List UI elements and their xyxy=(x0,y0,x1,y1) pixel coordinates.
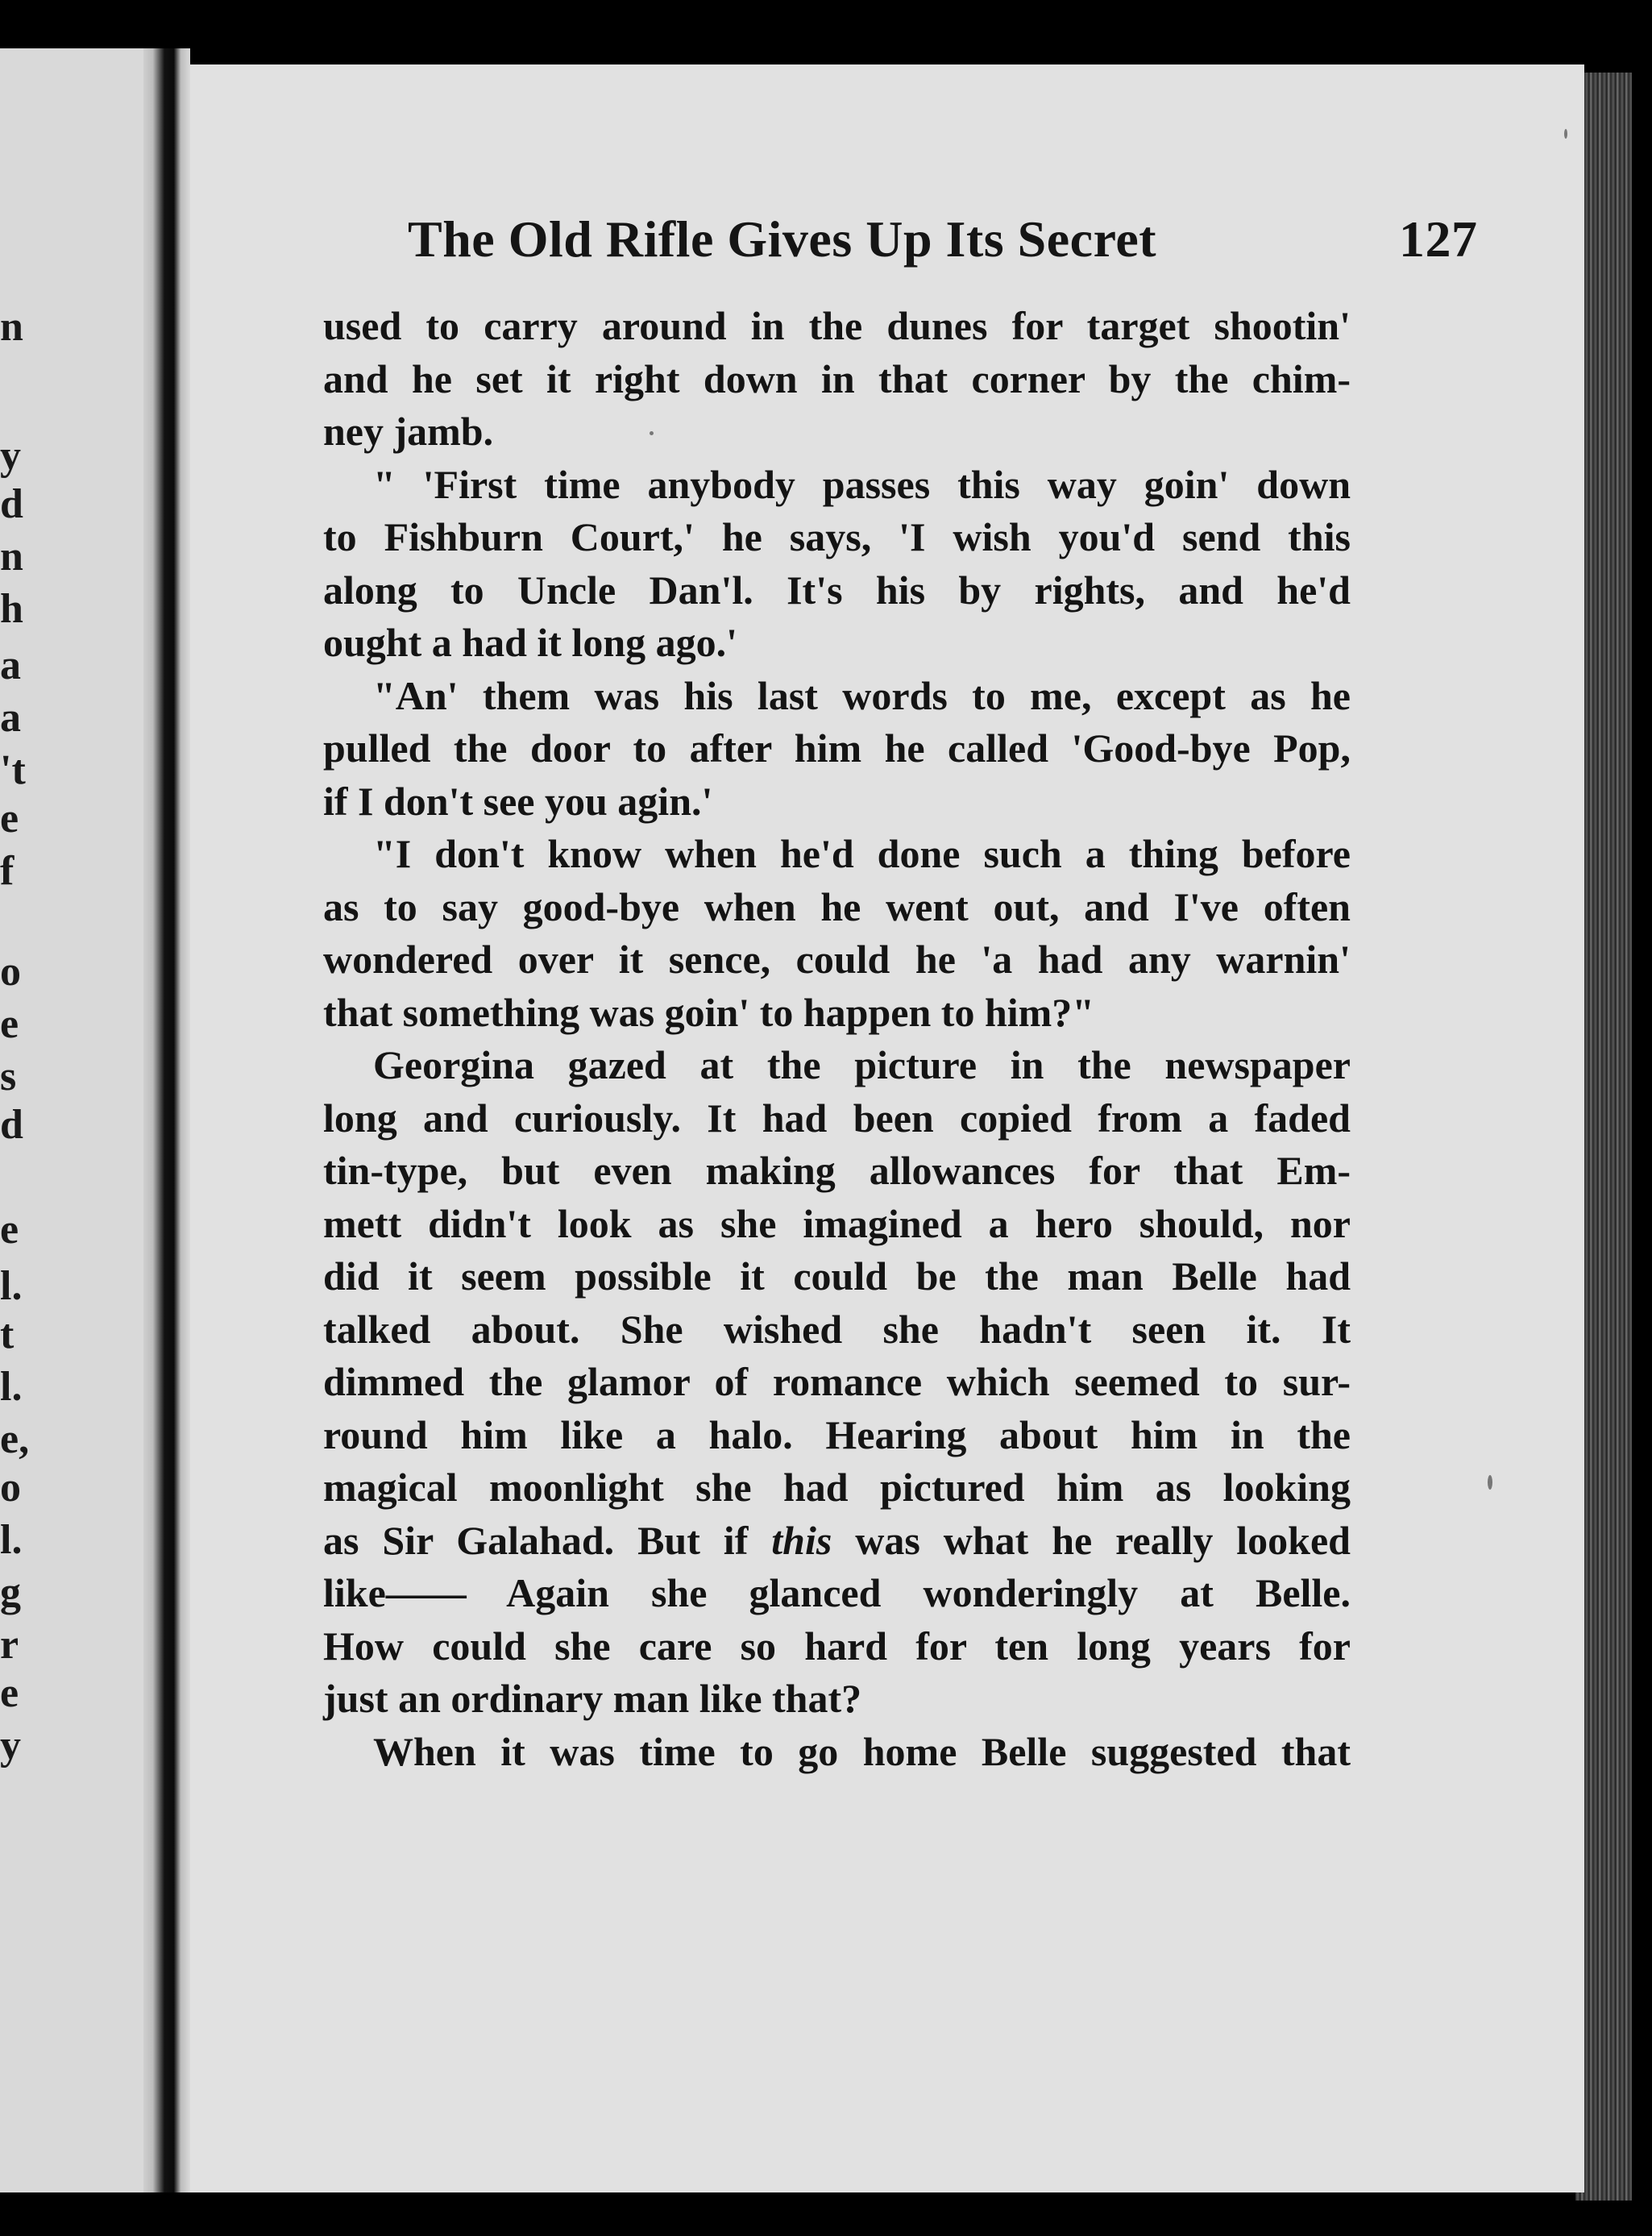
body-text xyxy=(323,300,1351,1778)
text-line: magical moonlight she had pictured him as looking xyxy=(323,1465,1351,1510)
edge-letter: y xyxy=(0,433,21,479)
edge-letter: f xyxy=(0,848,15,894)
text-line: used to carry around in the dunes for target shootin' xyxy=(323,303,1351,348)
text-line: wondered over it sence, could he 'a had any warnin' xyxy=(323,937,1351,982)
text-line: as to say good-bye when he went out, and I've often xyxy=(323,883,1351,929)
text-line: round him like a halo. Hearing about him in the xyxy=(323,1411,1351,1457)
text-line: long and curiously. It had been copied from a faded xyxy=(323,1095,1351,1141)
edge-letter: e xyxy=(0,1670,19,1716)
edge-letter: e xyxy=(0,796,19,842)
edge-letter: s xyxy=(0,1054,17,1099)
text-line: " 'First time anybody passes this way goin' down xyxy=(373,461,1351,507)
text-line: to Fishburn Court,' he says, 'I wish you'd send this xyxy=(323,514,1351,559)
edge-letter: d xyxy=(0,481,23,527)
edge-letter: 't xyxy=(0,747,26,793)
edge-letter: d xyxy=(0,1102,23,1148)
edge-letter: n xyxy=(0,304,23,350)
text-line: if I don't see you agin.' xyxy=(323,778,713,824)
paragraph xyxy=(323,1039,1351,1726)
edge-letter: a xyxy=(0,642,21,688)
edge-letter: g xyxy=(0,1569,21,1615)
paragraph xyxy=(323,1726,1351,1779)
text-line: that something was goin' to happen to him?" xyxy=(323,989,1095,1035)
paragraph xyxy=(323,828,1351,1039)
edge-letter: h xyxy=(0,586,23,632)
text-line: did it seem possible it could be the man Belle had xyxy=(323,1253,1351,1299)
edge-letter: t xyxy=(0,1311,15,1357)
edge-letter: l. xyxy=(0,1364,23,1410)
text-line: "I don't know when he'd done such a thing before xyxy=(373,831,1351,876)
text-line: along to Uncle Dan'l. It's his by rights, and he'd xyxy=(323,567,1351,613)
running-header xyxy=(408,210,1536,290)
text-line: How could she care so hard for ten long years for xyxy=(323,1623,1351,1669)
paragraph xyxy=(323,300,1351,459)
text-line: pulled the door to after him he called 'Good-bye Pop, xyxy=(323,725,1351,771)
text-line: When it was time to go home Belle suggested that xyxy=(373,1728,1351,1774)
book-page xyxy=(190,64,1584,2192)
text-line: "An' them was his last words to me, except as he xyxy=(373,672,1351,718)
text-line: ney jamb. xyxy=(323,409,494,454)
edge-letter: y xyxy=(0,1723,21,1768)
text-line: dimmed the glamor of romance which seemed to sur- xyxy=(323,1359,1351,1404)
italic-word: this xyxy=(771,1517,832,1563)
text-line: tin-type, but even making allowances for that Em- xyxy=(323,1148,1351,1193)
scan-speck xyxy=(650,431,654,435)
edge-letter: r xyxy=(0,1622,19,1668)
book-gutter xyxy=(143,48,190,2192)
text-line: and he set it right down in that corner by the chim- xyxy=(323,355,1351,401)
edge-letter: l. xyxy=(0,1263,23,1309)
edge-letter: l. xyxy=(0,1517,23,1563)
scan-speck xyxy=(1488,1475,1492,1490)
text-line: like—— Again she glanced wonderingly at Belle. xyxy=(323,1570,1351,1615)
text-line: just an ordinary man like that? xyxy=(323,1676,862,1721)
chapter-title: The Old Rifle Gives Up Its Secret xyxy=(408,210,1157,268)
text-run: as Sir Galahad. But if xyxy=(323,1517,772,1563)
paragraph xyxy=(323,670,1351,829)
text-line: talked about. She wished she hadn't seen it. It xyxy=(323,1306,1351,1352)
text-line: Georgina gazed at the picture in the newspaper xyxy=(373,1042,1351,1087)
paragraph xyxy=(323,459,1351,670)
edge-letter: a xyxy=(0,695,21,741)
scan-speck xyxy=(1564,129,1567,139)
edge-letter: e xyxy=(0,1207,19,1253)
text-run: was what he really looked xyxy=(832,1517,1351,1563)
edge-letter: n xyxy=(0,534,23,580)
edge-letter: e xyxy=(0,1001,19,1047)
edge-letter: e, xyxy=(0,1416,30,1462)
text-line: mett didn't look as she imagined a hero should, nor xyxy=(323,1200,1351,1246)
edge-letter: o xyxy=(0,1465,21,1511)
page-number: 127 xyxy=(1399,210,1478,268)
text-line: ought a had it long ago.' xyxy=(323,620,738,665)
edge-letter: o xyxy=(0,949,21,995)
text-line-with-italic xyxy=(323,1515,1351,1568)
left-facing-page xyxy=(0,48,145,2192)
left-page-edge-text xyxy=(0,48,32,2192)
